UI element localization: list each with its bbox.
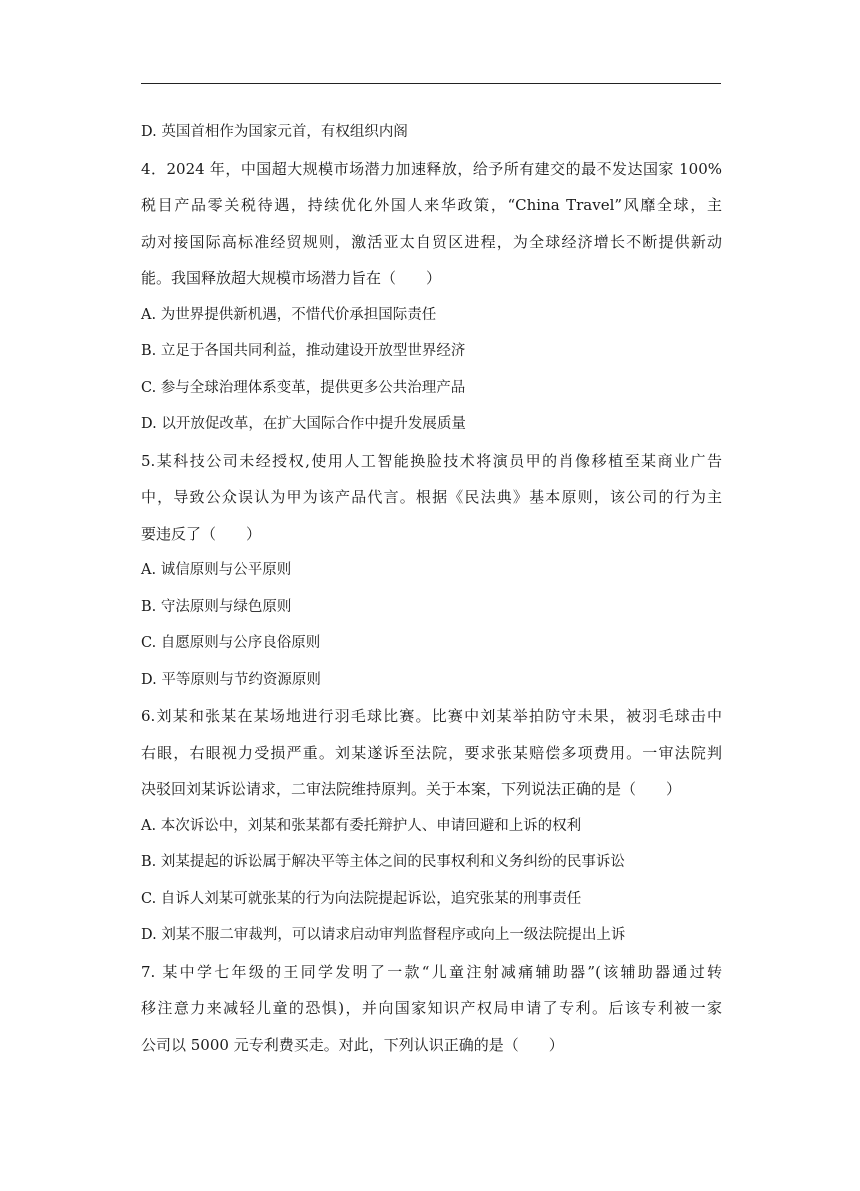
question-4 — [141, 151, 722, 443]
question-7 — [141, 954, 722, 1064]
question-4-option-b: B. 立足于各国共同利益，推动建设开放型世界经济 — [141, 343, 466, 359]
question-7-stem-line-1: 7. 某中学七年级的王同学发明了一款“儿童注射减痛辅助器”(该辅助器通过转 — [141, 962, 722, 981]
question-5-option-b: B. 守法原则与绿色原则 — [141, 598, 292, 615]
question-4-option-d: D. 以开放促改革，在扩大国际合作中提升发展质量 — [141, 416, 466, 432]
question-4-option-a: A. 为世界提供新机遇，不惜代价承担国际责任 — [141, 306, 437, 323]
question-6-option-b: B. 刘某提起的诉讼属于解决平等主体之间的民事权利和义务纠纷的民事诉讼 — [141, 854, 625, 870]
question-5-stem-line-2: 中，导致公众误认为甲为该产品代言。根据《民法典》基本原则，该公司的行为主 — [141, 488, 722, 506]
question-6-option-c: C. 自诉人刘某可就张某的行为向法院提起诉讼，追究张某的刑事责任 — [141, 890, 582, 907]
question-7-stem-line-2: 移注意力来减轻儿童的恐惧)，并向国家知识产权局申请了专利。后该专利被一家 — [141, 999, 722, 1017]
question-4-stem-line-4: 能。我国释放超大规模市场潜力旨在（ ） — [141, 269, 442, 287]
document-body — [141, 114, 722, 1063]
question-6-option-d: D. 刘某不服二审裁判，可以请求启动审判监督程序或向上一级法院提出上诉 — [141, 927, 626, 943]
question-4-stem-line-2: 税目产品零关税待遇，持续优化外国人来华政策，“China Travel”风靡全球，主 — [141, 196, 722, 214]
question-5 — [141, 443, 722, 699]
question-6-stem-line-2: 右眼，右眼视力受损严重。刘某遂诉至法院，要求张某赔偿多项费用。一审法院判 — [141, 743, 722, 762]
question-6-stem-line-1: 6.刘某和张某在某场地进行羽毛球比赛。比赛中刘某举拍防守未果，被羽毛球击中 — [141, 707, 722, 725]
question-4-option-c: C. 参与全球治理体系变革，提供更多公共治理产品 — [141, 379, 466, 396]
header-rule — [141, 83, 721, 84]
question-4-stem-line-1: 4．2024 年，中国超大规模市场潜力加速释放，给予所有建交的最不发达国家 100% — [141, 159, 722, 178]
question-7-stem-line-3: 公司以 5000 元专利费买走。对此，下列认识正确的是（ ） — [141, 1035, 564, 1054]
question-5-option-d: D. 平等原则与节约资源原则 — [141, 671, 321, 688]
prev-question-option-d: D. 英国首相作为国家元首，有权组织内阁 — [141, 124, 408, 140]
question-6-stem-line-3: 决驳回刘某诉讼请求，二审法院维持原判。关于本案，下列说法正确的是（ ） — [141, 780, 682, 798]
question-5-option-a: A. 诚信原则与公平原则 — [141, 562, 292, 578]
question-6-option-a: A. 本次诉讼中，刘某和张某都有委托辩护人、申请回避和上诉的权利 — [141, 817, 582, 834]
question-6 — [141, 698, 722, 954]
question-5-stem-line-1: 5.某科技公司未经授权,使用人工智能换脸技术将演员甲的肖像移植至某商业广告 — [141, 451, 722, 470]
question-5-option-c: C. 自愿原则与公序良俗原则 — [141, 635, 321, 651]
question-4-stem-line-3: 动对接国际高标准经贸规则，激活亚太自贸区进程，为全球经济增长不断提供新动 — [141, 232, 722, 251]
question-5-stem-line-3: 要违反了（ ） — [141, 524, 262, 543]
